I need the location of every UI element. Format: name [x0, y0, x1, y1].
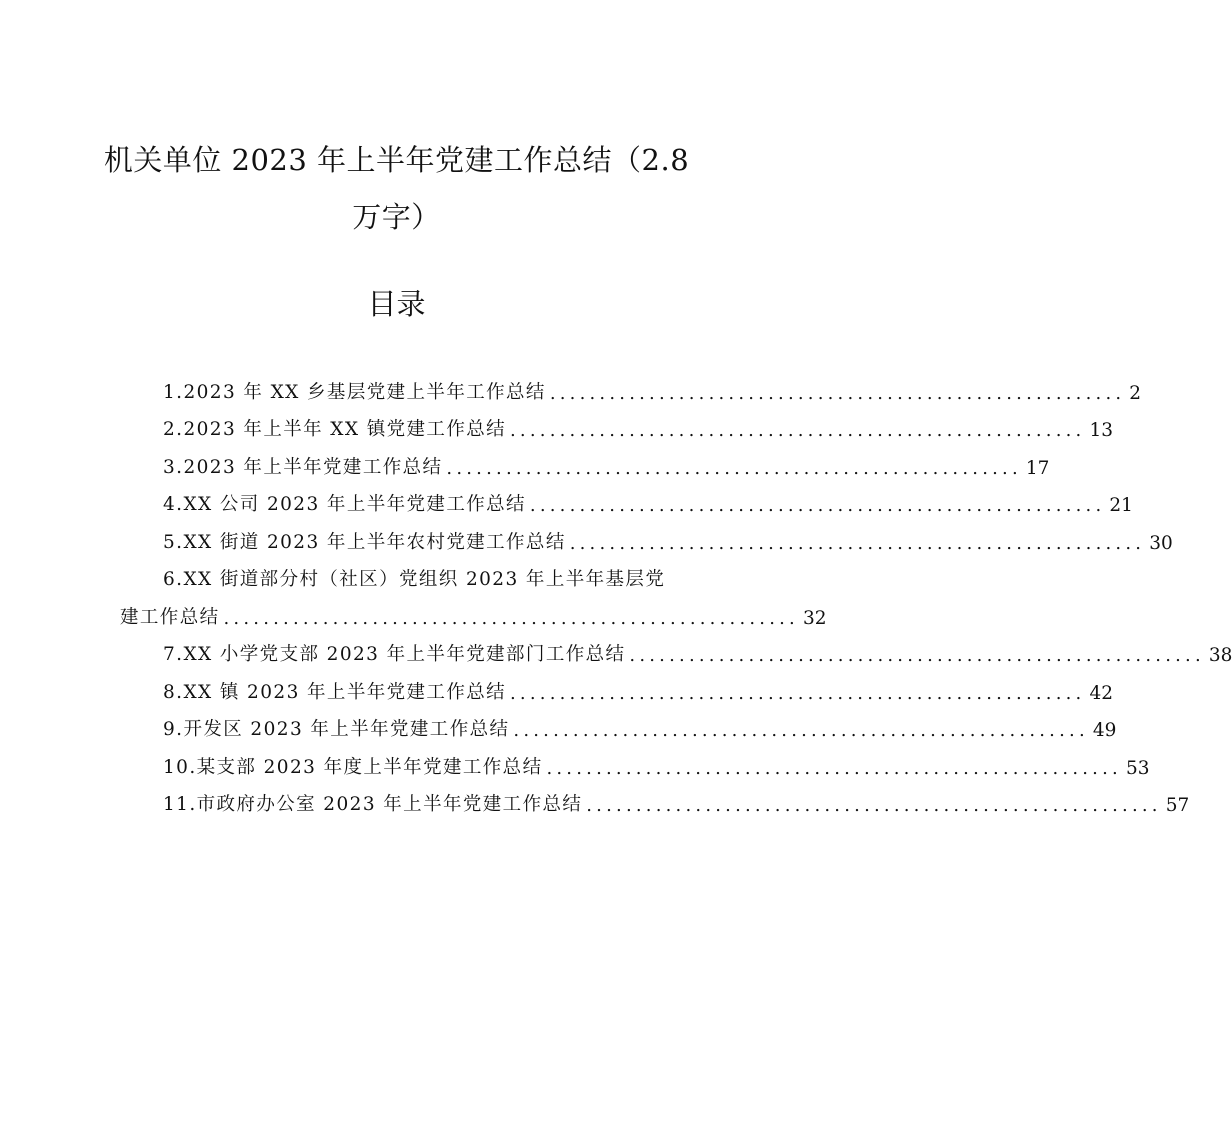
toc-entry[interactable]	[120, 779, 1190, 817]
toc-entry[interactable]	[120, 366, 1142, 404]
toc-entry-label: 6.XX 街道部分村（社区）党组织 2023 年上半年基层党	[163, 569, 666, 590]
toc-entry[interactable]	[120, 404, 1114, 442]
toc-entry-label: 7.XX 小学党支部 2023 年上半年党建部门工作总结	[163, 644, 626, 665]
toc-entry-page: 42	[1089, 682, 1114, 704]
toc-leader-dots: ..........................................................	[446, 457, 1022, 479]
toc-entry-page: 13	[1089, 420, 1114, 441]
toc-leader-dots: ..........................................................	[510, 420, 1086, 441]
toc-leader-dots: ..........................................................	[529, 495, 1106, 516]
toc-entry-label: 4.XX 公司 2023 年上半年党建工作总结	[163, 494, 526, 515]
toc-entry-page: 53	[1125, 757, 1150, 779]
toc-leader-dots: ..........................................................	[586, 795, 1162, 816]
toc-entry-label: 9.开发区 2023 年上半年党建工作总结	[163, 719, 510, 740]
toc-leader-dots: ..........................................................	[513, 720, 1089, 741]
toc-entry-label: 建工作总结	[120, 606, 220, 628]
table-of-contents	[120, 366, 1232, 816]
toc-entry[interactable]	[120, 629, 1232, 667]
toc-entry[interactable]	[120, 666, 1114, 704]
toc-entry-label: 5.XX 街道 2023 年上半年农村党建工作总结	[163, 531, 566, 553]
toc-entry-wrapped-line-2[interactable]	[120, 591, 827, 629]
toc-heading: 目录	[367, 287, 426, 321]
toc-entry-page: 21	[1109, 495, 1133, 516]
toc-entry[interactable]	[120, 441, 1050, 479]
toc-entry-label: 3.2023 年上半年党建工作总结	[163, 456, 443, 478]
toc-entry-page: 2	[1129, 382, 1142, 404]
toc-entry-label: 11.市政府办公室 2023 年上半年党建工作总结	[163, 794, 583, 815]
toc-entry-page: 17	[1025, 457, 1050, 479]
toc-entry[interactable]	[120, 516, 1173, 554]
toc-entry-page: 38	[1208, 645, 1232, 666]
toc-entry-page: 57	[1165, 795, 1190, 816]
toc-entry-wrapped-line-1[interactable]	[120, 554, 672, 592]
toc-entry-label: 2.2023 年上半年 XX 镇党建工作总结	[163, 419, 507, 440]
toc-entry-label: 10.某支部 2023 年度上半年党建工作总结	[163, 756, 543, 778]
toc-leader-dots: ..........................................................	[549, 382, 1126, 404]
toc-entry-page: 30	[1149, 532, 1173, 554]
toc-leader-dots: ..........................................................	[629, 645, 1205, 666]
toc-entry-label: 8.XX 镇 2023 年上半年党建工作总结	[163, 681, 507, 703]
toc-entry-label: 1.2023 年 XX 乡基层党建上半年工作总结	[163, 381, 546, 403]
toc-entry-page: 49	[1092, 720, 1117, 741]
toc-entry[interactable]	[120, 479, 1133, 517]
toc-leader-dots: ..........................................................	[546, 757, 1122, 779]
document-title-line-1: 机关单位 2023 年上半年党建工作总结（2.8	[103, 143, 690, 177]
toc-leader-dots: ..........................................................	[223, 607, 799, 629]
toc-leader-dots: ..........................................................	[510, 682, 1086, 704]
toc-leader-dots: ..........................................................	[569, 532, 1146, 554]
toc-entry[interactable]	[120, 741, 1150, 779]
document-title-line-2: 万字）	[352, 200, 441, 234]
toc-entry-page: 32	[802, 607, 827, 629]
toc-entry[interactable]	[120, 704, 1117, 742]
